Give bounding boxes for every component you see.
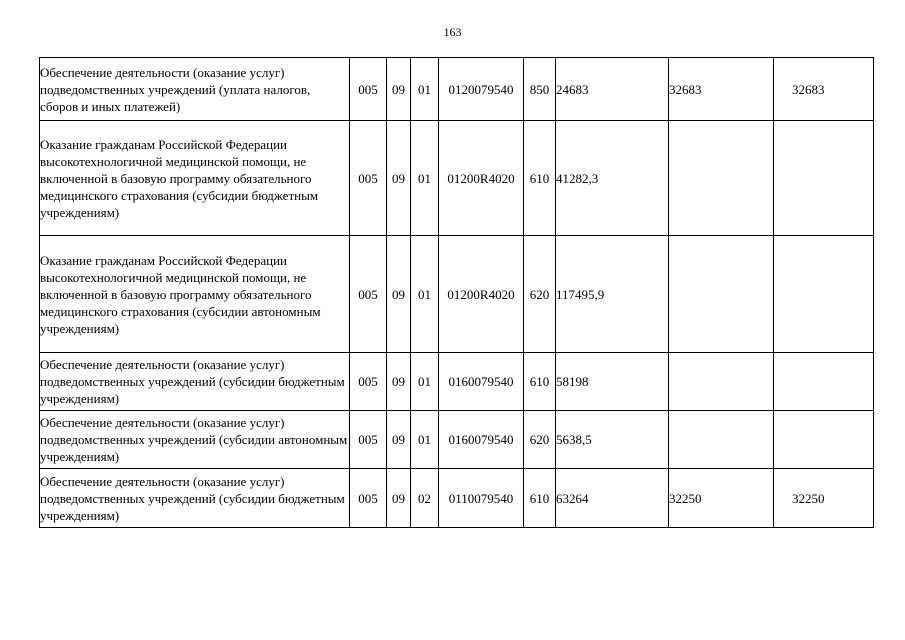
target-article-cell: 0120079540: [439, 58, 524, 121]
table-row: [40, 121, 874, 236]
table-row: [40, 58, 874, 121]
expense-name-cell: Оказание гражданам Российской Федерации высокотехнологичной медицинской помощи, не включенной в базовую программу обязательного медицинского страхования (субсидии автономным учреждениям): [40, 236, 350, 353]
amount-2-cell: 32250: [669, 469, 774, 528]
page-number: 163: [443, 25, 462, 39]
expense-name-cell: Обеспечение деятельности (оказание услуг) подведомственных учреждений (субсидии бюджетным учреждениям): [40, 353, 350, 411]
amount-3-cell: 32683: [774, 58, 874, 121]
target-article-cell: 0110079540: [439, 469, 524, 528]
subsection-code-cell: 02: [411, 469, 439, 528]
amount-2-cell: 32683: [669, 58, 774, 121]
amount-1-cell: 5638,5: [556, 411, 669, 469]
amount-2-cell: [669, 353, 774, 411]
amount-2-cell: [669, 236, 774, 353]
ministry-code-cell: 005: [350, 236, 387, 353]
expense-type-cell: 610: [524, 469, 556, 528]
expense-type-cell: 850: [524, 58, 556, 121]
target-article-cell: 0160079540: [439, 411, 524, 469]
amount-2-cell: [669, 411, 774, 469]
amount-3-cell: 32250: [774, 469, 874, 528]
ministry-code-cell: 005: [350, 469, 387, 528]
amount-2-cell: [669, 121, 774, 236]
target-article-cell: 01200R4020: [439, 236, 524, 353]
table-row: [40, 353, 874, 411]
section-code-cell: 09: [387, 58, 411, 121]
ministry-code-cell: 005: [350, 353, 387, 411]
section-code-cell: 09: [387, 236, 411, 353]
ministry-code-cell: 005: [350, 411, 387, 469]
amount-1-cell: 58198: [556, 353, 669, 411]
subsection-code-cell: 01: [411, 411, 439, 469]
subsection-code-cell: 01: [411, 236, 439, 353]
amount-3-cell: [774, 353, 874, 411]
amount-1-cell: 24683: [556, 58, 669, 121]
amount-3-cell: [774, 121, 874, 236]
expense-name-cell: Оказание гражданам Российской Федерации высокотехнологичной медицинской помощи, не включенной в базовую программу обязательного медицинского страхования (субсидии бюджетным учреждениям): [40, 121, 350, 236]
expense-type-cell: 620: [524, 236, 556, 353]
expense-type-cell: 620: [524, 411, 556, 469]
table-row: [40, 236, 874, 353]
section-code-cell: 09: [387, 411, 411, 469]
section-code-cell: 09: [387, 121, 411, 236]
section-code-cell: 09: [387, 469, 411, 528]
amount-1-cell: 41282,3: [556, 121, 669, 236]
ministry-code-cell: 005: [350, 121, 387, 236]
subsection-code-cell: 01: [411, 58, 439, 121]
table-row: [40, 411, 874, 469]
amount-3-cell: [774, 236, 874, 353]
subsection-code-cell: 01: [411, 353, 439, 411]
table-row: [40, 469, 874, 528]
budget-table: [39, 57, 874, 528]
ministry-code-cell: 005: [350, 58, 387, 121]
target-article-cell: 0160079540: [439, 353, 524, 411]
amount-1-cell: 63264: [556, 469, 669, 528]
amount-1-cell: 117495,9: [556, 236, 669, 353]
target-article-cell: 01200R4020: [439, 121, 524, 236]
subsection-code-cell: 01: [411, 121, 439, 236]
expense-name-cell: Обеспечение деятельности (оказание услуг) подведомственных учреждений (субсидии автономным учреждениям): [40, 411, 350, 469]
expense-type-cell: 610: [524, 121, 556, 236]
amount-3-cell: [774, 411, 874, 469]
expense-type-cell: 610: [524, 353, 556, 411]
expense-name-cell: Обеспечение деятельности (оказание услуг) подведомственных учреждений (уплата налогов, сборов и иных платежей): [40, 58, 350, 121]
section-code-cell: 09: [387, 353, 411, 411]
expense-name-cell: Обеспечение деятельности (оказание услуг) подведомственных учреждений (субсидии бюджетным учреждениям): [40, 469, 350, 528]
